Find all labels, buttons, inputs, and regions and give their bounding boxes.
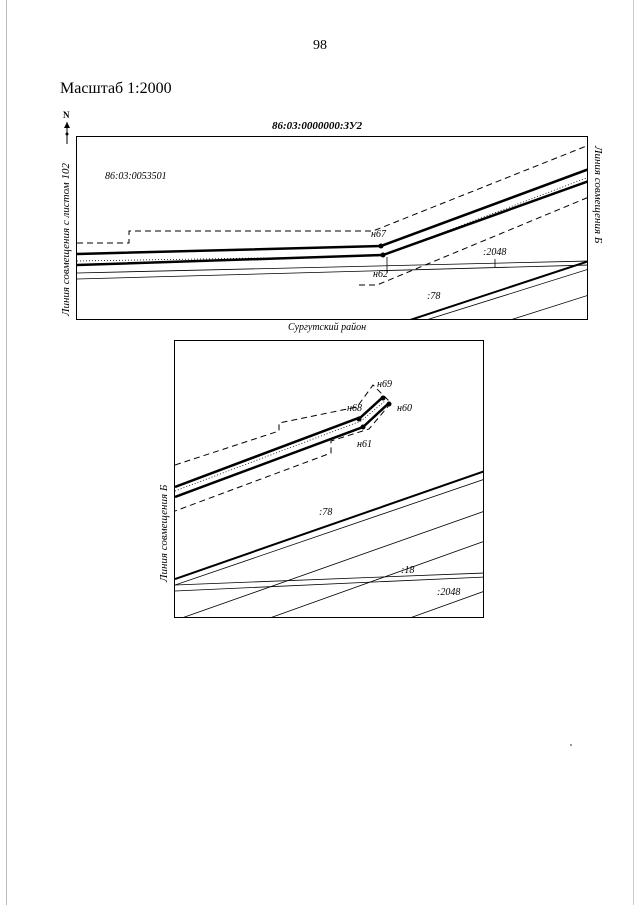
parcel-line (507, 295, 588, 320)
boundary-point (357, 417, 362, 422)
point-label: н69 (377, 379, 392, 390)
inset-map-frame (174, 340, 484, 618)
boundary-point (381, 396, 386, 401)
boundary-point (381, 253, 386, 258)
district-caption: Сургутский район (288, 322, 367, 333)
page-number: 98 (313, 38, 327, 53)
top-map-drawing (77, 137, 588, 320)
parcel-label: :78 (427, 291, 441, 302)
dashed-boundary-upper (77, 145, 588, 243)
point-label: н67 (371, 229, 386, 240)
page-edge-line (6, 0, 7, 905)
point-label: н62 (373, 269, 388, 280)
top-map-frame (76, 136, 588, 320)
strip-centerline (175, 401, 385, 491)
map-title: 86:03:0000000:ЗУ2 (272, 120, 363, 132)
inset-join-line-label: Линия совмещения Б (158, 484, 170, 582)
point-label: н68 (347, 403, 362, 414)
parcel-line (267, 541, 484, 618)
parcel-label: :2048 (437, 587, 461, 598)
boundary-point (387, 402, 392, 407)
parcel-label: :78 (319, 507, 333, 518)
inset-map-drawing (175, 341, 484, 618)
parcel-line (423, 269, 588, 320)
point-label: н61 (357, 439, 372, 450)
parcel-line (179, 511, 484, 618)
strip-edge-lower (175, 403, 389, 497)
north-arrow-icon (62, 122, 72, 144)
north-letter: N (63, 110, 70, 120)
scan-speck (570, 744, 572, 746)
parcel-number-label: 86:03:0053501 (105, 171, 167, 182)
parcel-label: :2048 (483, 247, 507, 258)
left-join-line-label: Линия совмещения с листом 102 (60, 163, 72, 316)
boundary-point (361, 425, 366, 430)
parcel-line (175, 479, 484, 585)
parcel-line (175, 471, 484, 579)
parcel-label: :18 (401, 565, 415, 576)
scale-label: Масштаб 1:2000 (60, 80, 172, 97)
right-join-line-label: Линия совмещения Б (592, 146, 604, 244)
page-edge-line (633, 0, 634, 905)
north-arrow (62, 112, 72, 142)
boundary-point (379, 244, 384, 249)
point-label: н60 (397, 403, 412, 414)
